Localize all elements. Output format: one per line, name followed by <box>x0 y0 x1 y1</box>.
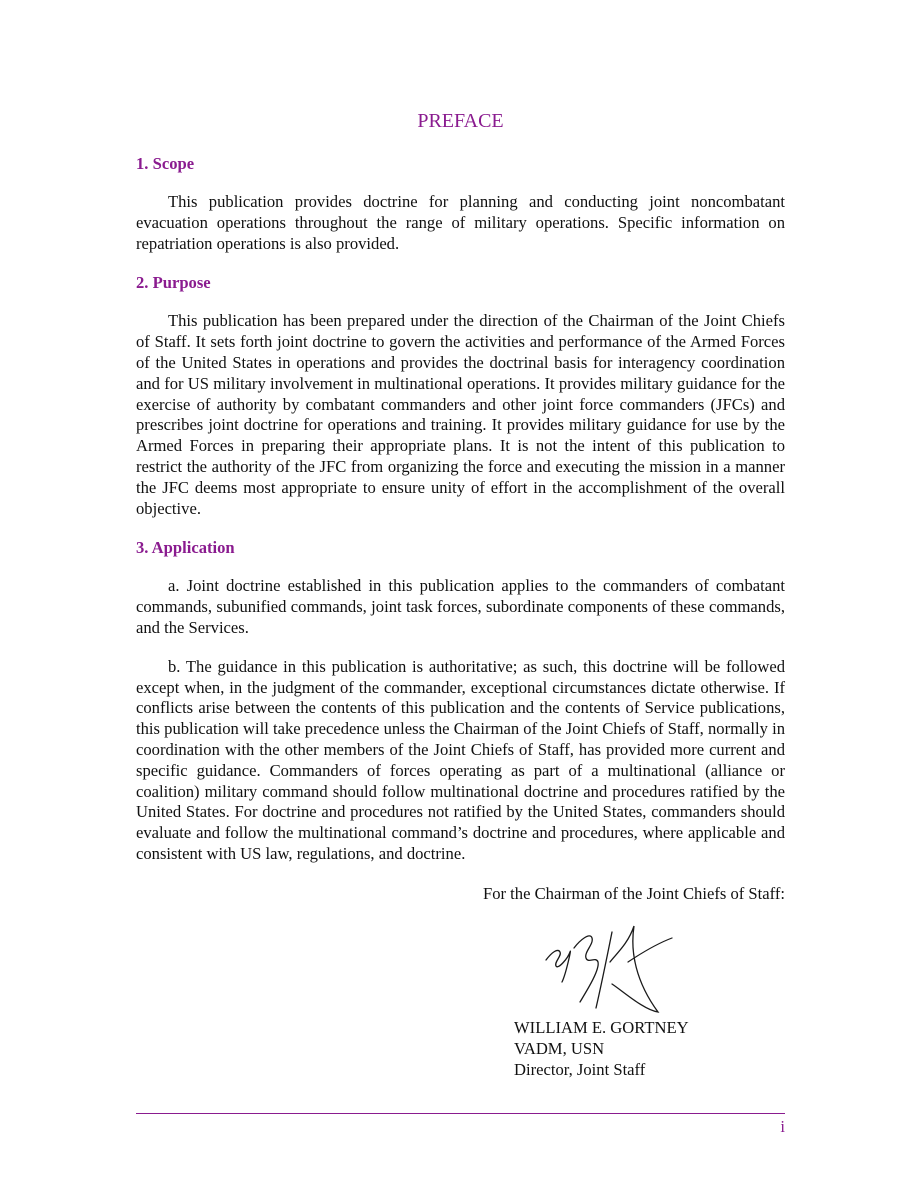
signature-image <box>540 922 675 1014</box>
page-number: i <box>780 1117 785 1136</box>
paragraph: a. Joint doctrine established in this publication applies to the commanders of combatant commands, subunified commands, joint task forces, subordinate components of these commands, and the Services. <box>136 576 785 637</box>
footer-divider <box>136 1113 785 1114</box>
signer-block <box>514 1018 689 1080</box>
signoff-line: For the Chairman of the Joint Chiefs of Staff: <box>482 883 785 903</box>
section-heading: 1. Scope <box>136 154 195 173</box>
section-purpose <box>136 272 785 519</box>
paragraph: This publication provides doctrine for planning and conducting joint noncombatant evacuation operations throughout the range of military operations. Specific information on repatriation operations is also provided. <box>136 192 785 253</box>
signer-position: Director, Joint Staff <box>514 1059 646 1079</box>
section-application <box>136 537 785 864</box>
page-content <box>136 108 785 904</box>
signer-rank: VADM, USN <box>514 1038 605 1058</box>
section-scope <box>136 153 785 254</box>
paragraph: This publication has been prepared under the direction of the Chairman of the Joint Chiefs of Staff. It sets forth joint doctrine to govern the activities and performance of the Armed Forces of the United States in operations and provides the doctrinal basis for interagency coordination and for US military involvement in multinational operations. It provides military guidance for the exercise of authority by combatant commanders and other joint force commanders (JFCs) and prescribes joint doctrine for operations and training. It provides military guidance for use by the Armed Forces in preparing their appropriate plans. It is not the intent of this publication to restrict the authority of the JFC from organizing the force and executing the mission in a manner the JFC deems most appropriate to ensure unity of effort in the accomplishment of the overall objective. <box>136 311 785 518</box>
section-heading: 3. Application <box>136 538 235 558</box>
signer-name: WILLIAM E. GORTNEY <box>514 1018 689 1037</box>
paragraph: b. The guidance in this publication is authoritative; as such, this doctrine will be followed except when, in the judgment of the commander, exceptional circumstances dictate otherwise. If conflicts arise between the contents of this publication and the contents of Service publications, this publication will take precedence unless the Chairman of the Joint Chiefs of Staff, normally in coordination with the other members of the Joint Chiefs of Staff, has provided more current and specific guidance. Commanders of forces operating as part of a multinational (alliance or coalition) military command should follow multinational doctrine and procedures ratified by the United States. For doctrine and procedures not ratified by the United States, commanders should evaluate and follow the multinational command’s doctrine and procedures, where applicable and consistent with US law, regulations, and doctrine. <box>136 656 785 863</box>
page-title: PREFACE <box>417 110 504 132</box>
section-heading: 2. Purpose <box>136 273 211 293</box>
